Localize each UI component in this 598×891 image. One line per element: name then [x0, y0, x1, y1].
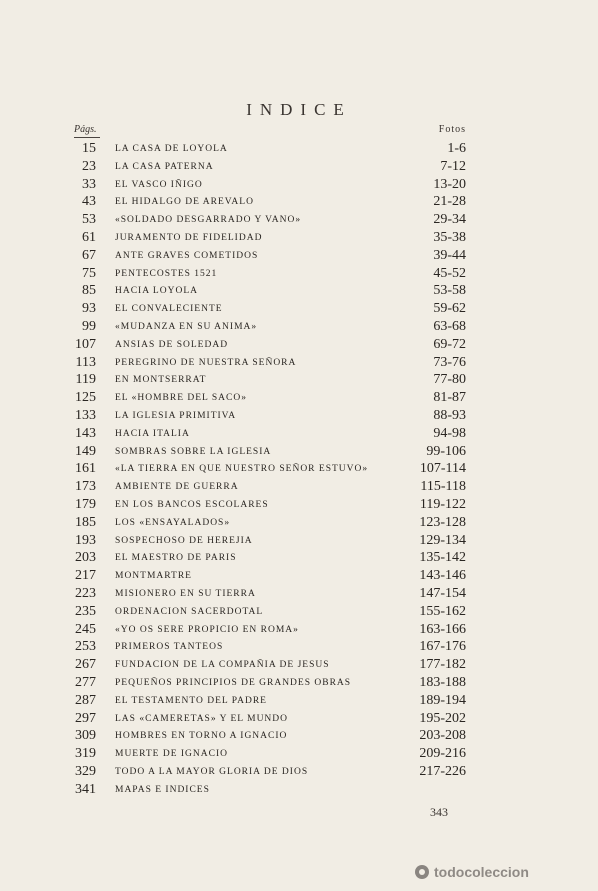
index-page-number: 67 — [82, 247, 96, 263]
index-row — [0, 460, 598, 478]
index-photo-range: 21-28 — [433, 194, 466, 210]
index-photo-range: 59-62 — [433, 301, 466, 317]
index-row — [0, 407, 598, 425]
index-chapter-title: «LA TIERRA EN QUE NUESTRO SEÑOR ESTUVO» — [115, 464, 369, 475]
index-chapter-title: MONTMARTRE — [115, 571, 192, 582]
index-chapter-title: AMBIENTE DE GUERRA — [115, 482, 239, 493]
index-row — [0, 354, 598, 372]
index-page-number: 297 — [75, 710, 96, 726]
index-row — [0, 389, 598, 407]
index-page-number: 193 — [75, 532, 96, 548]
index-photo-range: 53-58 — [433, 283, 466, 299]
index-photo-range: 63-68 — [433, 318, 466, 334]
index-photo-range: 123-128 — [419, 514, 466, 530]
index-photo-range: 39-44 — [433, 247, 466, 263]
index-row — [0, 781, 598, 799]
index-page-number: 133 — [75, 407, 96, 423]
index-chapter-title: JURAMENTO DE FIDELIDAD — [115, 232, 263, 243]
index-page-number: 113 — [75, 354, 96, 370]
index-row — [0, 549, 598, 567]
index-chapter-title: ORDENACION SACERDOTAL — [115, 606, 264, 617]
todocoleccion-logo-icon — [415, 865, 429, 879]
page-folio-number: 343 — [430, 805, 448, 819]
index-row — [0, 140, 598, 158]
index-page-number: 235 — [75, 603, 96, 619]
index-page-number: 53 — [82, 212, 96, 228]
index-page-number: 119 — [75, 372, 96, 388]
index-page-number: 143 — [75, 425, 96, 441]
index-photo-range: 73-76 — [433, 354, 466, 370]
index-chapter-title: MUERTE DE IGNACIO — [115, 749, 229, 760]
index-chapter-title: HOMBRES EN TORNO A IGNACIO — [115, 731, 288, 742]
index-page-number: 223 — [75, 585, 96, 601]
index-chapter-title: LA IGLESIA PRIMITIVA — [115, 410, 237, 421]
index-photo-range: 163-166 — [419, 621, 466, 637]
index-photo-range: 217-226 — [419, 763, 466, 779]
index-row — [0, 585, 598, 603]
pages-column-header: Págs. — [74, 124, 97, 135]
index-chapter-title: LAS «CAMERETAS» Y EL MUNDO — [115, 713, 289, 724]
index-chapter-title: SOSPECHOSO DE HEREJIA — [115, 535, 253, 546]
index-photo-range: 94-98 — [433, 425, 466, 441]
index-photo-range: 1-6 — [447, 141, 466, 156]
index-chapter-title: ANSIAS DE SOLEDAD — [115, 339, 229, 350]
index-page-number: 15 — [82, 141, 96, 156]
index-chapter-title: EL «HOMBRE DEL SACO» — [115, 393, 247, 404]
index-page-number: 179 — [75, 496, 96, 512]
index-photo-range: 115-118 — [420, 479, 466, 495]
index-page-number: 173 — [75, 479, 96, 495]
index-chapter-title: EL CONVALECIENTE — [115, 304, 223, 315]
index-photo-range: 189-194 — [419, 692, 466, 708]
index-row — [0, 336, 598, 354]
index-page-number: 287 — [75, 692, 96, 708]
index-chapter-title: TODO A LA MAYOR GLORIA DE DIOS — [115, 766, 309, 777]
index-row — [0, 638, 598, 656]
watermark — [415, 860, 595, 884]
index-row — [0, 300, 598, 318]
index-chapter-title: «SOLDADO DESGARRADO Y VANO» — [115, 215, 302, 226]
index-row — [0, 603, 598, 621]
index-photo-range: 147-154 — [419, 585, 466, 601]
index-row — [0, 193, 598, 211]
index-chapter-title: EN LOS BANCOS ESCOLARES — [115, 499, 269, 510]
index-chapter-title: EL MAESTRO DE PARIS — [115, 553, 237, 564]
index-chapter-title: EL HIDALGO DE AREVALO — [115, 197, 254, 208]
index-photo-range: 69-72 — [433, 336, 466, 352]
index-row — [0, 158, 598, 176]
index-row — [0, 567, 598, 585]
index-row — [0, 532, 598, 550]
index-page-number: 203 — [75, 550, 96, 566]
index-photo-range: 45-52 — [433, 265, 466, 281]
index-chapter-title: PENTECOSTES 1521 — [115, 268, 218, 279]
index-photo-range: 77-80 — [433, 372, 466, 388]
index-photo-range: 29-34 — [433, 212, 466, 228]
index-row — [0, 478, 598, 496]
index-chapter-title: FUNDACION DE LA COMPAÑIA DE JESUS — [115, 660, 330, 671]
index-row — [0, 247, 598, 265]
index-photo-range: 88-93 — [433, 407, 466, 423]
index-title: INDICE — [246, 100, 352, 119]
index-page-number: 161 — [75, 461, 96, 477]
index-page-number: 253 — [75, 639, 96, 655]
index-page-number: 33 — [82, 176, 96, 192]
index-row — [0, 318, 598, 336]
index-chapter-title: PEREGRINO DE NUESTRA SEÑORA — [115, 357, 297, 368]
index-row — [0, 496, 598, 514]
index-chapter-title: EL VASCO IÑIGO — [115, 179, 203, 190]
index-page-number: 185 — [75, 514, 96, 530]
index-row — [0, 710, 598, 728]
index-photo-range: 203-208 — [419, 728, 466, 744]
index-row — [0, 727, 598, 745]
index-photo-range: 209-216 — [419, 746, 466, 762]
index-row — [0, 229, 598, 247]
index-chapter-title: MISIONERO EN SU TIERRA — [115, 588, 256, 599]
index-row — [0, 211, 598, 229]
index-chapter-title: HACIA ITALIA — [115, 428, 190, 439]
index-chapter-title: «MUDANZA EN SU ANIMA» — [115, 321, 258, 332]
index-photo-range: 81-87 — [433, 390, 466, 406]
index-chapter-title: PRIMEROS TANTEOS — [115, 642, 224, 653]
index-row — [0, 514, 598, 532]
index-chapter-title: LA CASA DE LOYOLA — [115, 144, 228, 154]
index-photo-range: 143-146 — [419, 568, 466, 584]
index-chapter-title: HACIA LOYOLA — [115, 286, 198, 297]
index-chapter-title: EL TESTAMENTO DEL PADRE — [115, 695, 267, 706]
index-row — [0, 674, 598, 692]
index-photo-range: 177-182 — [419, 657, 466, 673]
fotos-column-header: Fotos — [438, 124, 466, 135]
index-chapter-title: «YO OS SERE PROPICIO EN ROMA» — [115, 624, 299, 635]
index-page-number: 245 — [75, 621, 96, 637]
index-page-number: 309 — [75, 728, 96, 744]
index-photo-range: 183-188 — [419, 674, 466, 690]
index-photo-range: 13-20 — [433, 176, 466, 192]
pages-header-underline — [74, 137, 100, 138]
index-photo-range: 129-134 — [419, 532, 466, 548]
index-page-number: 93 — [82, 301, 96, 317]
index-row — [0, 745, 598, 763]
index-page-number: 277 — [75, 674, 96, 690]
index-photo-range: 155-162 — [419, 603, 466, 619]
watermark-text: todocoleccion — [434, 864, 529, 880]
index-photo-range: 7-12 — [440, 158, 466, 174]
index-row — [0, 265, 598, 283]
index-chapter-title: LOS «ENSAYALADOS» — [115, 517, 231, 528]
index-photo-range: 195-202 — [419, 710, 466, 726]
index-page-number: 75 — [82, 265, 96, 281]
index-page-number: 23 — [82, 158, 96, 174]
index-photo-range: 35-38 — [433, 229, 466, 245]
index-page-number: 43 — [82, 194, 96, 210]
index-page-number: 85 — [82, 283, 96, 299]
index-photo-range: 119-122 — [419, 496, 466, 512]
index-page-number: 125 — [75, 390, 96, 406]
index-row — [0, 763, 598, 781]
index-row — [0, 621, 598, 639]
index-photo-range: 107-114 — [419, 461, 466, 477]
index-row — [0, 176, 598, 194]
index-photo-range: 99-106 — [426, 443, 466, 459]
index-entries — [0, 140, 598, 798]
index-page-number: 329 — [75, 763, 96, 779]
index-row — [0, 371, 598, 389]
index-photo-range: 167-176 — [419, 639, 466, 655]
index-page-number: 217 — [75, 568, 96, 584]
index-page-number: 61 — [82, 229, 96, 245]
index-photo-range: 135-142 — [419, 550, 466, 566]
index-chapter-title: MAPAS E INDICES — [115, 784, 210, 795]
index-page-number: 267 — [75, 657, 96, 673]
index-row — [0, 282, 598, 300]
index-chapter-title: EN MONTSERRAT — [115, 375, 207, 386]
index-chapter-title: ANTE GRAVES COMETIDOS — [115, 250, 259, 261]
index-row — [0, 692, 598, 710]
index-row — [0, 656, 598, 674]
index-page-number: 319 — [75, 746, 96, 762]
index-page-number: 341 — [75, 781, 96, 797]
index-page-number: 99 — [82, 318, 96, 334]
index-row — [0, 443, 598, 461]
index-chapter-title: SOMBRAS SOBRE LA IGLESIA — [115, 446, 272, 457]
index-row — [0, 425, 598, 443]
index-chapter-title: LA CASA PATERNA — [115, 161, 214, 172]
index-chapter-title: PEQUEÑOS PRINCIPIOS DE GRANDES OBRAS — [115, 677, 352, 688]
index-page-number: 149 — [75, 443, 96, 459]
index-page-number: 107 — [75, 336, 96, 352]
